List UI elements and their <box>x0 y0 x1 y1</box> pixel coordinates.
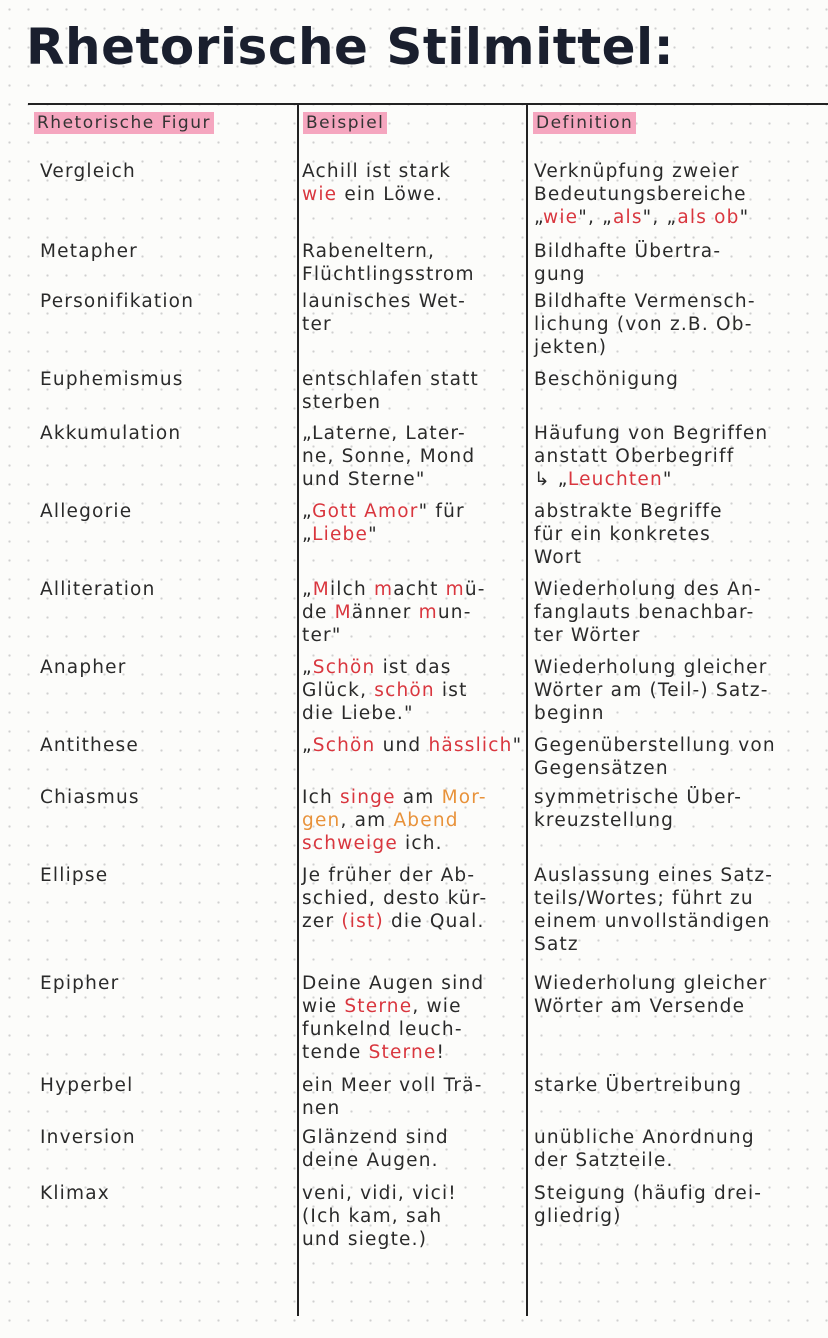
text-segment: ter Wörter <box>534 625 641 646</box>
text-segment: , am <box>340 810 394 831</box>
beispiel-cell <box>302 1126 524 1172</box>
definition-cell <box>534 786 828 832</box>
text-segment: un- <box>437 602 472 623</box>
text-segment: „ <box>534 207 544 228</box>
text-segment: Glänzend sind <box>302 1127 449 1148</box>
text-segment: Bedeutungsbereiche <box>534 184 747 205</box>
page-title: Rhetorische Stilmittel: <box>26 18 675 76</box>
beispiel-cell <box>302 290 524 336</box>
text-segment: kreuzstellung <box>534 810 675 831</box>
text-line <box>534 972 828 995</box>
text-line <box>534 1074 828 1097</box>
text-segment: , wie <box>412 996 462 1017</box>
text-line <box>534 336 828 359</box>
text-line <box>302 1205 524 1228</box>
text-line <box>534 523 828 546</box>
text-segment: M <box>312 579 330 600</box>
text-segment: Beschönigung <box>534 369 680 390</box>
text-segment: M <box>334 602 352 623</box>
text-line <box>302 1074 524 1097</box>
text-segment: (Ich kam, sah <box>302 1206 443 1227</box>
text-segment: starke Übertreibung <box>534 1075 743 1096</box>
figur-cell: Alliteration <box>40 579 156 600</box>
text-segment: ist <box>434 680 468 701</box>
text-segment: ter <box>302 314 332 335</box>
text-line <box>302 1041 524 1064</box>
text-line <box>302 445 524 468</box>
text-segment: gliedrig) <box>534 1206 622 1227</box>
text-segment: fanglauts benachbar- <box>534 602 755 623</box>
text-segment: Wiederholung gleicher <box>534 657 768 678</box>
column-header-figur: Rhetorische Figur <box>34 112 214 134</box>
text-line <box>534 263 828 286</box>
text-segment: m <box>445 579 465 600</box>
text-line <box>302 864 524 887</box>
text-line <box>302 290 524 313</box>
text-segment: „ <box>302 501 313 522</box>
text-line <box>302 972 524 995</box>
text-line <box>302 500 524 523</box>
text-segment: Glück, <box>302 680 375 701</box>
definition-cell <box>534 240 828 286</box>
text-segment: unübliche Anordnung <box>534 1127 755 1148</box>
text-segment: ", „ <box>578 207 613 228</box>
text-segment: Schön <box>312 657 376 678</box>
text-segment: ein Meer voll Trä- <box>302 1075 483 1096</box>
text-segment: Wiederholung gleicher <box>534 973 768 994</box>
text-segment: jekten) <box>534 337 608 358</box>
text-segment: der Satzteile. <box>534 1150 674 1171</box>
beispiel-cell <box>302 734 524 757</box>
text-segment: m <box>374 579 394 600</box>
text-segment: Bildhafte Vermensch- <box>534 291 756 312</box>
text-line <box>302 624 524 647</box>
text-segment: Wörter am Versende <box>534 996 746 1017</box>
text-line <box>534 656 828 679</box>
text-segment: „Laterne, Later- <box>302 423 466 444</box>
text-line <box>302 468 524 491</box>
text-segment: ter" <box>302 625 342 646</box>
text-line <box>534 757 828 780</box>
text-segment: ü- <box>464 579 486 600</box>
text-segment: Steigung (häufig drei- <box>534 1183 763 1204</box>
text-segment: lichung (von z.B. Ob- <box>534 314 753 335</box>
figur-cell: Vergleich <box>40 161 136 182</box>
beispiel-cell <box>302 422 524 491</box>
text-segment: sterben <box>302 392 382 413</box>
text-line <box>534 290 828 313</box>
definition-cell <box>534 1074 828 1097</box>
text-segment: teils/Wortes; führt zu <box>534 888 754 909</box>
text-segment: m <box>418 602 438 623</box>
text-segment: die Qual. <box>383 911 485 932</box>
text-line <box>534 160 828 183</box>
text-line <box>534 206 828 229</box>
figur-cell: Anapher <box>40 657 127 678</box>
text-line <box>302 656 524 679</box>
text-line <box>302 601 524 624</box>
column-divider-2 <box>526 104 528 1316</box>
text-line <box>534 578 828 601</box>
beispiel-cell <box>302 786 524 855</box>
text-line <box>302 422 524 445</box>
text-line <box>534 183 828 206</box>
text-segment: deine Augen. <box>302 1150 439 1171</box>
text-line <box>534 887 828 910</box>
text-segment: de <box>302 602 335 623</box>
text-segment: ! <box>436 1042 446 1063</box>
text-line <box>302 832 524 855</box>
text-segment: Rabeneltern, <box>302 241 436 262</box>
text-segment: schweige <box>302 833 398 854</box>
text-line <box>302 240 524 263</box>
text-segment: nen <box>302 1098 341 1119</box>
text-segment: ilch <box>329 579 375 600</box>
text-segment: Liebe <box>312 524 369 545</box>
text-line <box>534 445 828 468</box>
beispiel-cell <box>302 864 524 933</box>
definition-cell <box>534 578 828 647</box>
beispiel-cell <box>302 1182 524 1251</box>
text-line <box>534 601 828 624</box>
beispiel-cell <box>302 578 524 647</box>
figur-cell: Euphemismus <box>40 369 184 390</box>
column-header-definition: Definition <box>533 112 636 134</box>
definition-cell <box>534 422 828 491</box>
text-segment: Deine Augen sind <box>302 973 485 994</box>
column-header-beispiel: Beispiel <box>303 112 387 134</box>
text-segment: hässlich <box>428 735 513 756</box>
definition-cell <box>534 1182 828 1228</box>
text-line <box>534 500 828 523</box>
figur-cell: Antithese <box>40 735 139 756</box>
text-segment: tende <box>302 1042 369 1063</box>
text-line <box>302 313 524 336</box>
definition-cell <box>534 160 828 229</box>
beispiel-cell <box>302 240 524 286</box>
text-segment: Wörter am (Teil-) Satz- <box>534 680 769 701</box>
text-segment: " <box>739 207 750 228</box>
text-line <box>302 523 524 546</box>
text-line <box>302 910 524 933</box>
text-segment: Mor- <box>441 787 487 808</box>
text-line <box>302 368 524 391</box>
text-line <box>534 734 828 757</box>
text-line <box>302 702 524 725</box>
text-segment: Verknüpfung zweier <box>534 161 740 182</box>
text-segment: Leuchten <box>567 469 663 490</box>
text-line <box>534 624 828 647</box>
definition-cell <box>534 1126 828 1172</box>
text-line <box>302 734 524 757</box>
text-segment: Ich <box>302 787 341 808</box>
text-line <box>534 1149 828 1172</box>
text-line <box>534 546 828 569</box>
text-line <box>302 679 524 702</box>
text-segment: singe <box>340 787 396 808</box>
text-segment: als ob <box>677 207 740 228</box>
text-segment: veni, vidi, vici! <box>302 1183 457 1204</box>
text-segment: Sterne <box>344 996 413 1017</box>
beispiel-cell <box>302 656 524 725</box>
text-line <box>302 1018 524 1041</box>
text-segment: " <box>368 524 378 545</box>
figur-cell: Klimax <box>40 1183 110 1204</box>
text-line <box>534 995 828 1018</box>
text-segment: „ <box>302 579 313 600</box>
text-segment: am <box>395 787 442 808</box>
text-line <box>534 240 828 263</box>
figur-cell: Ellipse <box>40 865 109 886</box>
text-segment: als <box>612 207 643 228</box>
text-line <box>534 702 828 725</box>
text-line <box>534 864 828 887</box>
definition-cell <box>534 368 828 391</box>
text-segment: Auslassung eines Satz- <box>534 865 774 886</box>
text-segment: " für <box>418 501 465 522</box>
text-segment: ne, Sonne, Mond <box>302 446 476 467</box>
text-segment: entschlafen statt <box>302 369 480 390</box>
text-line <box>302 887 524 910</box>
text-segment: Flüchtlingsstrom <box>302 264 475 285</box>
text-line <box>534 422 828 445</box>
text-segment: und Sterne" <box>302 469 426 490</box>
text-line <box>302 1228 524 1251</box>
figur-cell: Chiasmus <box>40 787 140 808</box>
beispiel-cell <box>302 500 524 546</box>
text-segment: Wiederholung des An- <box>534 579 762 600</box>
text-segment: acht <box>393 579 446 600</box>
figur-cell: Epipher <box>40 973 120 994</box>
text-line <box>534 933 828 956</box>
text-segment: Satz <box>534 934 579 955</box>
beispiel-cell <box>302 972 524 1064</box>
text-segment: launisches Wet- <box>302 291 467 312</box>
text-segment: Abend <box>393 810 459 831</box>
text-segment: Sterne <box>368 1042 437 1063</box>
figur-cell: Inversion <box>40 1127 136 1148</box>
text-segment: " <box>662 469 673 490</box>
text-segment: ist das <box>375 657 452 678</box>
text-line <box>534 910 828 933</box>
figur-cell: Allegorie <box>40 501 133 522</box>
text-segment: und siegte.) <box>302 1229 428 1250</box>
text-segment: beginn <box>534 703 605 724</box>
text-segment: gung <box>534 264 586 285</box>
definition-cell <box>534 500 828 569</box>
text-segment: und <box>375 735 429 756</box>
text-line <box>302 183 524 206</box>
text-segment: Schön <box>312 735 376 756</box>
text-line <box>534 468 828 491</box>
figur-cell: Hyperbel <box>40 1075 134 1096</box>
text-segment: ", „ <box>642 207 678 228</box>
definition-cell <box>534 972 828 1018</box>
text-line <box>302 391 524 414</box>
text-segment: wie <box>302 184 338 205</box>
text-line <box>302 995 524 1018</box>
text-segment: „ <box>302 524 313 545</box>
text-segment: ein Löwe. <box>337 184 443 205</box>
figur-cell: Akkumulation <box>40 423 182 444</box>
text-line <box>302 1182 524 1205</box>
text-segment: einem unvollständigen <box>534 911 771 932</box>
text-segment: schön <box>374 680 435 701</box>
text-line <box>534 313 828 336</box>
text-segment: „ <box>302 735 313 756</box>
text-line <box>302 160 524 183</box>
beispiel-cell <box>302 1074 524 1120</box>
text-line <box>302 786 524 809</box>
text-segment: für ein konkretes <box>534 524 711 545</box>
definition-cell <box>534 656 828 725</box>
text-segment: funkelnd leuch- <box>302 1019 463 1040</box>
text-segment: Achill ist stark <box>302 161 452 182</box>
text-segment: „ <box>302 657 313 678</box>
text-segment: abstrakte Begriffe <box>534 501 723 522</box>
text-line <box>534 1205 828 1228</box>
header-rule <box>28 103 828 105</box>
text-segment: die Liebe." <box>302 703 414 724</box>
text-segment: Gegensätzen <box>534 758 669 779</box>
text-segment: gen <box>302 810 341 831</box>
text-line <box>534 1126 828 1149</box>
definition-cell <box>534 864 828 956</box>
figur-cell: Personifikation <box>40 291 195 312</box>
text-line <box>534 786 828 809</box>
text-segment: anstatt Oberbegriff <box>534 446 735 467</box>
text-segment: ↳ „ <box>534 469 568 490</box>
text-segment: Gott Amor <box>312 501 419 522</box>
text-segment: schied, desto kür- <box>302 888 488 909</box>
text-line <box>534 679 828 702</box>
text-segment: Wort <box>534 547 583 568</box>
text-segment: ich. <box>397 833 443 854</box>
text-segment: änner <box>351 602 419 623</box>
text-segment: (ist) <box>341 911 384 932</box>
figur-cell: Metapher <box>40 241 138 262</box>
text-line <box>302 1149 524 1172</box>
text-segment: wie <box>302 996 345 1017</box>
text-line <box>534 809 828 832</box>
text-line <box>302 1097 524 1120</box>
text-line <box>302 263 524 286</box>
definition-cell <box>534 290 828 359</box>
text-line <box>534 1182 828 1205</box>
text-line <box>302 578 524 601</box>
text-segment: " <box>512 735 523 756</box>
text-line <box>302 1126 524 1149</box>
definition-cell <box>534 734 828 780</box>
text-line <box>302 809 524 832</box>
beispiel-cell <box>302 368 524 414</box>
column-divider-1 <box>297 104 299 1316</box>
text-segment: symmetrische Über- <box>534 787 743 808</box>
text-segment: zer <box>302 911 342 932</box>
text-segment: Häufung von Begriffen <box>534 423 769 444</box>
text-segment: Je früher der Ab- <box>302 865 476 886</box>
text-line <box>534 368 828 391</box>
text-segment: Gegenüberstellung von <box>534 735 776 756</box>
beispiel-cell <box>302 160 524 206</box>
text-segment: wie <box>543 207 579 228</box>
text-segment: Bildhafte Übertra- <box>534 241 722 262</box>
